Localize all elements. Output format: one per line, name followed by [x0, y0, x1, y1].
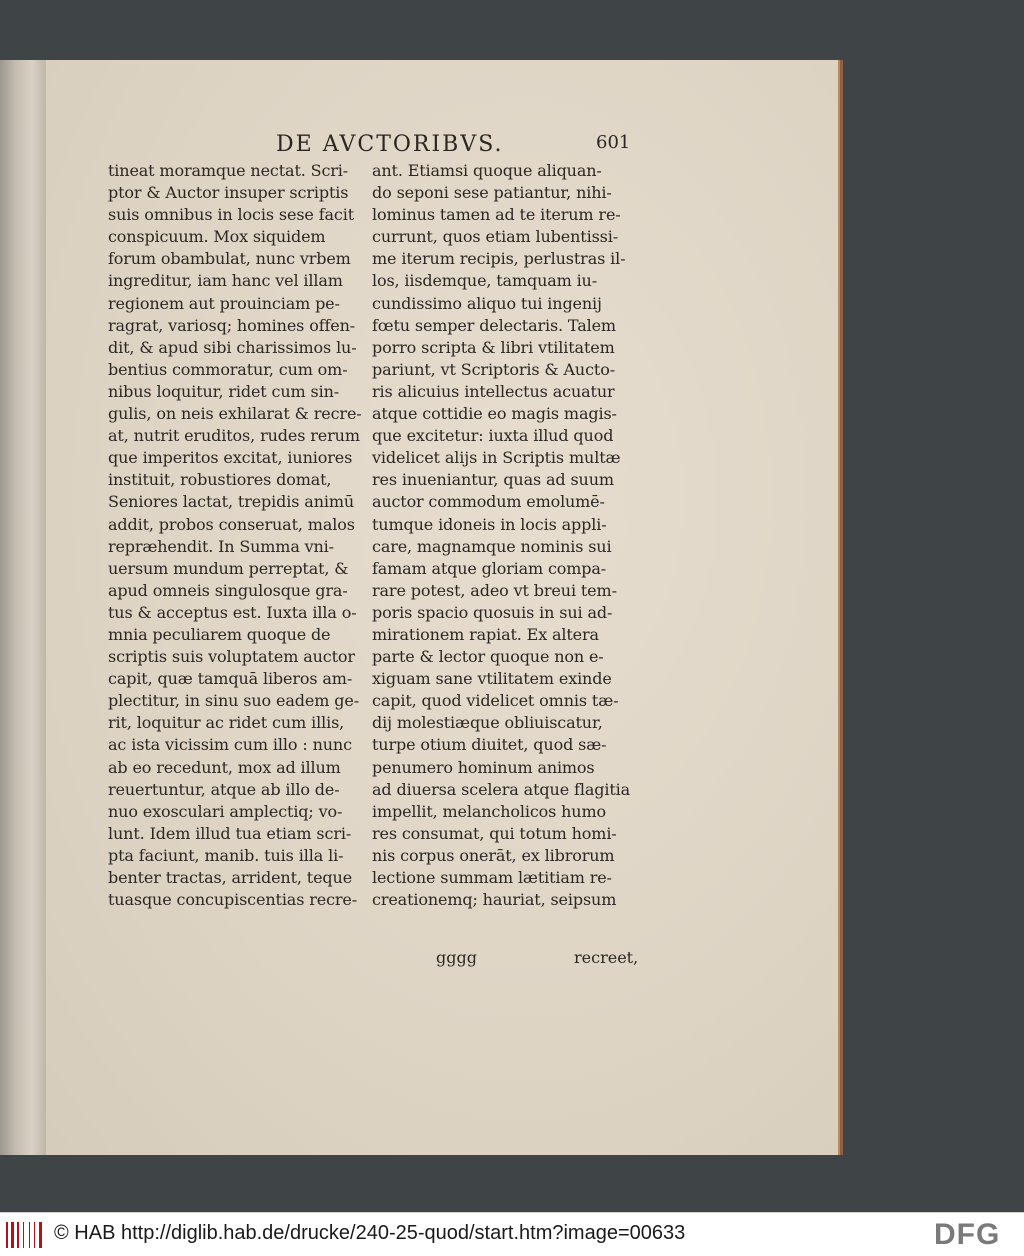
- facing-page-edge: [0, 60, 47, 1155]
- text-line: benter tractas, arrident, teque: [108, 868, 353, 887]
- text-line: ab eo recedunt, mox ad illum: [108, 757, 341, 777]
- text-line: capit, quod videlicet omnis tæ-: [372, 691, 619, 711]
- barcode-bar: [17, 1222, 19, 1248]
- text-line: uersum mundum perreptat, &: [108, 558, 349, 578]
- text-line: nibus loquitur, ridet cum sin-: [108, 381, 340, 401]
- barcode-bar: [23, 1222, 24, 1248]
- text-line: plectitur, in sinu suo eadem ge-: [108, 691, 359, 711]
- text-line: famam atque gloriam compa-: [372, 558, 607, 578]
- text-line: currunt, quos etiam lubentissi-: [372, 227, 618, 247]
- barcode-bar: [6, 1222, 8, 1248]
- text-line: pta faciunt, manib. tuis illa li-: [108, 845, 344, 865]
- left-text-column: [108, 160, 380, 911]
- text-line: cundissimo aliquo tui ingenij: [372, 293, 602, 313]
- text-line: ingreditur, iam hanc vel illam: [108, 271, 343, 291]
- text-line: que excitetur: iuxta illud quod: [372, 426, 614, 446]
- text-line: do seponi sese patiantur, nihi-: [372, 183, 612, 203]
- text-line: rare potest, adeo vt breui tem-: [372, 580, 617, 600]
- text-line: turpe otium diuitet, quod sæ-: [372, 735, 607, 755]
- text-line: instituit, robustiores domat,: [108, 470, 332, 490]
- text-line: ant. Etiamsi quoque aliquan-: [372, 161, 602, 180]
- text-line: care, magnamque nominis sui: [372, 536, 612, 556]
- text-line: los, iisdemque, tamquam iu-: [372, 271, 597, 291]
- text-line: gulis, on neis exhilarat & recre-: [108, 404, 362, 424]
- barcode-bar: [34, 1222, 35, 1248]
- text-line: mnia peculiarem quoque de: [108, 624, 331, 644]
- text-line: apud omneis singulosque gra-: [108, 580, 348, 600]
- text-line: suis omnibus in locis sese facit: [108, 205, 355, 225]
- text-line: lectione summam lætitiam re-: [372, 868, 612, 887]
- text-line: dit, & apud sibi charissimos lu-: [108, 337, 357, 357]
- text-line: at, nutrit eruditos, rudes rerum: [108, 426, 360, 446]
- barcode-bar: [11, 1222, 14, 1248]
- text-line: lominus tamen ad te iterum re-: [372, 205, 621, 225]
- text-line: reuertuntur, atque ab illo de-: [108, 779, 340, 799]
- text-line: me iterum recipis, perlustras il-: [372, 249, 626, 269]
- dfg-logo: DFG: [934, 1218, 1001, 1251]
- running-head: [46, 132, 838, 160]
- text-line: repræhendit. In Summa vni-: [108, 536, 334, 556]
- footer-bar: [0, 1212, 1024, 1256]
- text-line: lunt. Idem illud tua etiam scri-: [108, 823, 352, 843]
- text-line: penumero hominum animos: [372, 757, 595, 777]
- copyright-url[interactable]: © HAB http://diglib.hab.de/drucke/240-25-quod/start.htm?image=00633: [54, 1222, 686, 1244]
- text-line: creationemq; hauriat, seipsum: [372, 890, 617, 910]
- text-line: fœtu semper delectaris. Talem: [372, 315, 616, 335]
- text-line: regionem aut prouinciam pe-: [108, 293, 340, 313]
- text-line: conspicuum. Mox siquidem: [108, 227, 326, 247]
- text-line: res consumat, qui totum homi-: [372, 823, 617, 843]
- barcode-bar: [39, 1222, 42, 1248]
- text-line: atque cottidie eo magis magis-: [372, 404, 617, 424]
- text-line: bentius commoratur, cum om-: [108, 359, 348, 379]
- text-line: tus & acceptus est. Iuxta illa o-: [108, 602, 357, 622]
- text-line: tuasque concupiscentias recre-: [108, 890, 358, 910]
- text-line: pariunt, vt Scriptoris & Aucto-: [372, 359, 615, 379]
- text-line: res inueniantur, quas ad suum: [372, 470, 614, 490]
- text-line: forum obambulat, nunc vrbem: [108, 249, 351, 269]
- text-line: xiguam sane vtilitatem exinde: [372, 669, 612, 689]
- text-line: capit, quæ tamquā liberos am-: [108, 669, 353, 689]
- text-line: rit, loquitur ac ridet cum illis,: [108, 713, 345, 733]
- text-line: nuo exosculari amplectiq; vo-: [108, 801, 343, 821]
- barcode-icon: [4, 1220, 44, 1250]
- text-line: parte & lector quoque non e-: [372, 647, 604, 667]
- text-line: impellit, melancholicos humo: [372, 801, 606, 821]
- text-line: ac ista vicissim cum illo : nunc: [108, 735, 352, 755]
- running-head-title: DE AVCTORIBVS.: [276, 132, 504, 157]
- text-line: porro scripta & libri vtilitatem: [372, 337, 615, 357]
- text-line: addit, probos conseruat, malos: [108, 514, 355, 534]
- text-line: nis corpus onerāt, ex librorum: [372, 845, 615, 865]
- text-line: Seniores lactat, trepidis animū: [108, 492, 355, 512]
- text-line: ragrat, variosq; homines offen-: [108, 315, 356, 335]
- text-line: ad diuersa scelera atque flagitia: [372, 779, 631, 799]
- text-line: ptor & Auctor insuper scriptis: [108, 183, 349, 203]
- text-line: auctor commodum emolumē-: [372, 492, 605, 512]
- right-text-column: [372, 160, 644, 911]
- text-line: videlicet alijs in Scriptis multæ: [372, 448, 621, 468]
- signature-mark: gggg: [436, 948, 477, 967]
- text-line: tineat moramque nectat. Scri-: [108, 161, 349, 180]
- book-page: [46, 60, 838, 1155]
- text-line: mirationem rapiat. Ex altera: [372, 624, 599, 644]
- barcode-bar: [29, 1222, 30, 1248]
- text-line: dij molestiæque obliuiscatur,: [372, 713, 603, 733]
- text-line: tumque idoneis in locis appli-: [372, 514, 607, 534]
- text-line: poris spacio quosuis in sui ad-: [372, 602, 613, 622]
- text-line: ris alicuius intellectus acuatur: [372, 381, 615, 401]
- text-line: que imperitos excitat, iuniores: [108, 448, 353, 468]
- catchword: recreet,: [574, 948, 639, 967]
- folio-number: 601: [596, 132, 631, 153]
- text-line: scriptis suis voluptatem auctor: [108, 647, 355, 667]
